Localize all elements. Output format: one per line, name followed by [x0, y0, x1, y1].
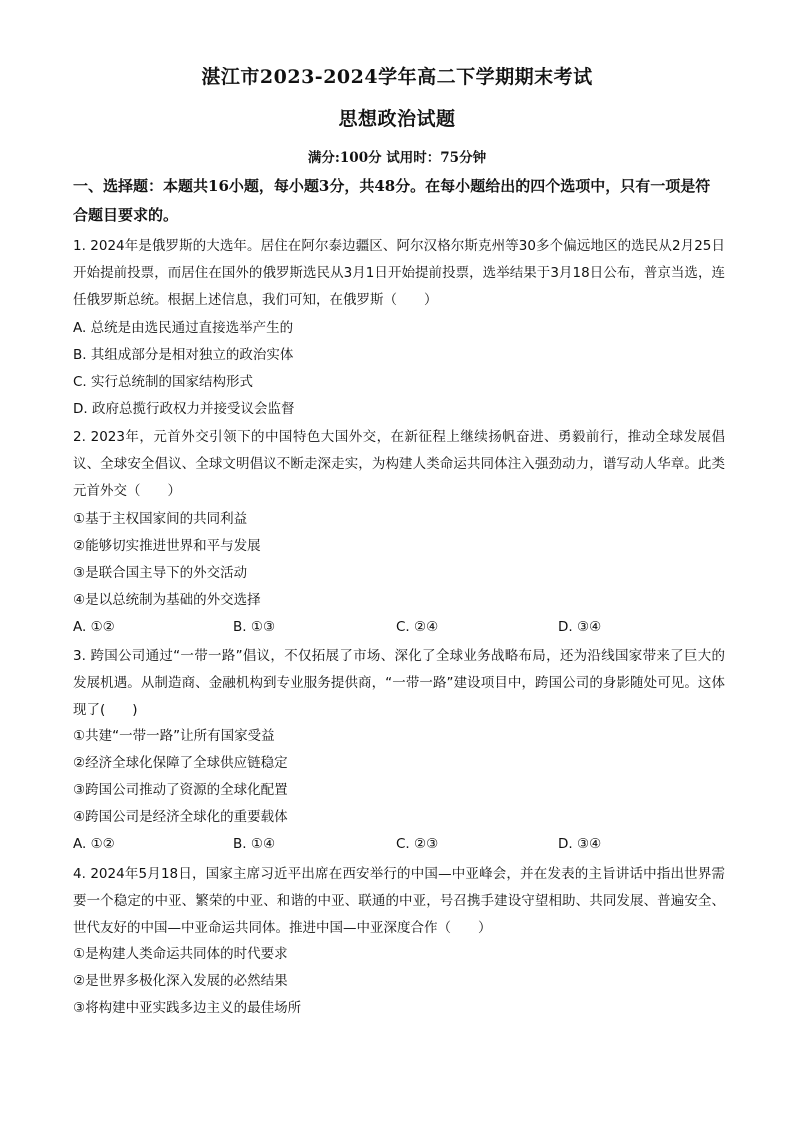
- question-4-stem: 4. 2024年5月18日，国家主席习近平出席在西安举行的中国—中亚峰会，并在发表的主旨讲话中指出世界需要一个稳定的中亚、繁荣的中亚、和谐的中亚、联通的中亚，号召携手建设守望相助、共同发展、普遍安全、世代友好的中国—中亚命运共同体。推进中国—中亚深度合作（ ）: [73, 866, 725, 937]
- q1-option-b: B. 其组成部分是相对独立的政治实体: [73, 347, 294, 363]
- q3-option-d: D. ③④: [558, 836, 602, 852]
- q1-option-c: C. 实行总统制的国家结构形式: [73, 374, 254, 390]
- q3-item-1: ①共建“一带一路”让所有国家受益: [73, 728, 275, 744]
- q2-option-a: A. ①②: [73, 619, 115, 635]
- q3-option-b: B. ①④: [233, 836, 276, 852]
- q4-item-1: ①是构建人类命运共同体的时代要求: [73, 946, 288, 962]
- q3-item-3: ③跨国公司推动了资源的全球化配置: [73, 782, 288, 798]
- q2-item-3: ③是联合国主导下的外交活动: [73, 565, 248, 581]
- question-2-stem: 2. 2023年，元首外交引领下的中国特色大国外交，在新征程上继续扬帆奋进、勇毅前行，推动全球发展倡议、全球安全倡议、全球文明倡议不断走深走实，为构建人类命运共同体注入强劲动力，谱写动人华章。此类元首外交（ ）: [73, 429, 725, 500]
- section-heading: 一、选择题：本题共16小题，每小题3分，共48分。在每小题给出的四个选项中，只有一项是符合题目要求的。: [73, 177, 711, 224]
- q2-option-d: D. ③④: [558, 619, 602, 635]
- q2-option-b: B. ①③: [233, 619, 276, 635]
- question-1-stem: 1. 2024年是俄罗斯的大选年。居住在阿尔泰边疆区、阿尔汉格尔斯克州等30多个偏远地区的选民从2月25日开始提前投票，而居住在国外的俄罗斯选民从3月1日开始提前投票，选举结果于3月18日公布，普京当选，连任俄罗斯总统。根据上述信息，我们可知，在俄罗斯（ ）: [73, 238, 725, 309]
- page-subtitle: 思想政治试题: [338, 108, 456, 130]
- q1-option-a: A. 总统是由选民通过直接选举产生的: [73, 320, 294, 336]
- exam-meta: 满分:100分 试用时：75分钟: [307, 150, 487, 166]
- q3-option-c: C. ②③: [396, 836, 439, 852]
- q1-option-d: D. 政府总揽行政权力并接受议会监督: [73, 401, 295, 417]
- q4-item-2: ②是世界多极化深入发展的必然结果: [73, 973, 288, 989]
- q3-item-4: ④跨国公司是经济全球化的重要载体: [73, 809, 288, 825]
- q3-item-2: ②经济全球化保障了全球供应链稳定: [73, 755, 288, 771]
- q2-item-1: ①基于主权国家间的共同利益: [73, 511, 248, 527]
- q2-item-4: ④是以总统制为基础的外交选择: [73, 592, 261, 608]
- question-3-stem: 3. 跨国公司通过“一带一路”倡议，不仅拓展了市场、深化了全球业务战略布局，还为沿线国家带来了巨大的发展机遇。从制造商、金融机构到专业服务提供商，“一带一路”建设项目中，跨国公司的身影随处可见。这体现了( ): [73, 648, 725, 719]
- q3-option-a: A. ①②: [73, 836, 115, 852]
- q2-item-2: ②能够切实推进世界和平与发展: [73, 538, 261, 554]
- q4-item-3: ③将构建中亚实践多边主义的最佳场所: [73, 1000, 302, 1016]
- q2-option-c: C. ②④: [396, 619, 439, 635]
- page-title: 湛江市2023-2024学年高二下学期期末考试: [201, 66, 593, 88]
